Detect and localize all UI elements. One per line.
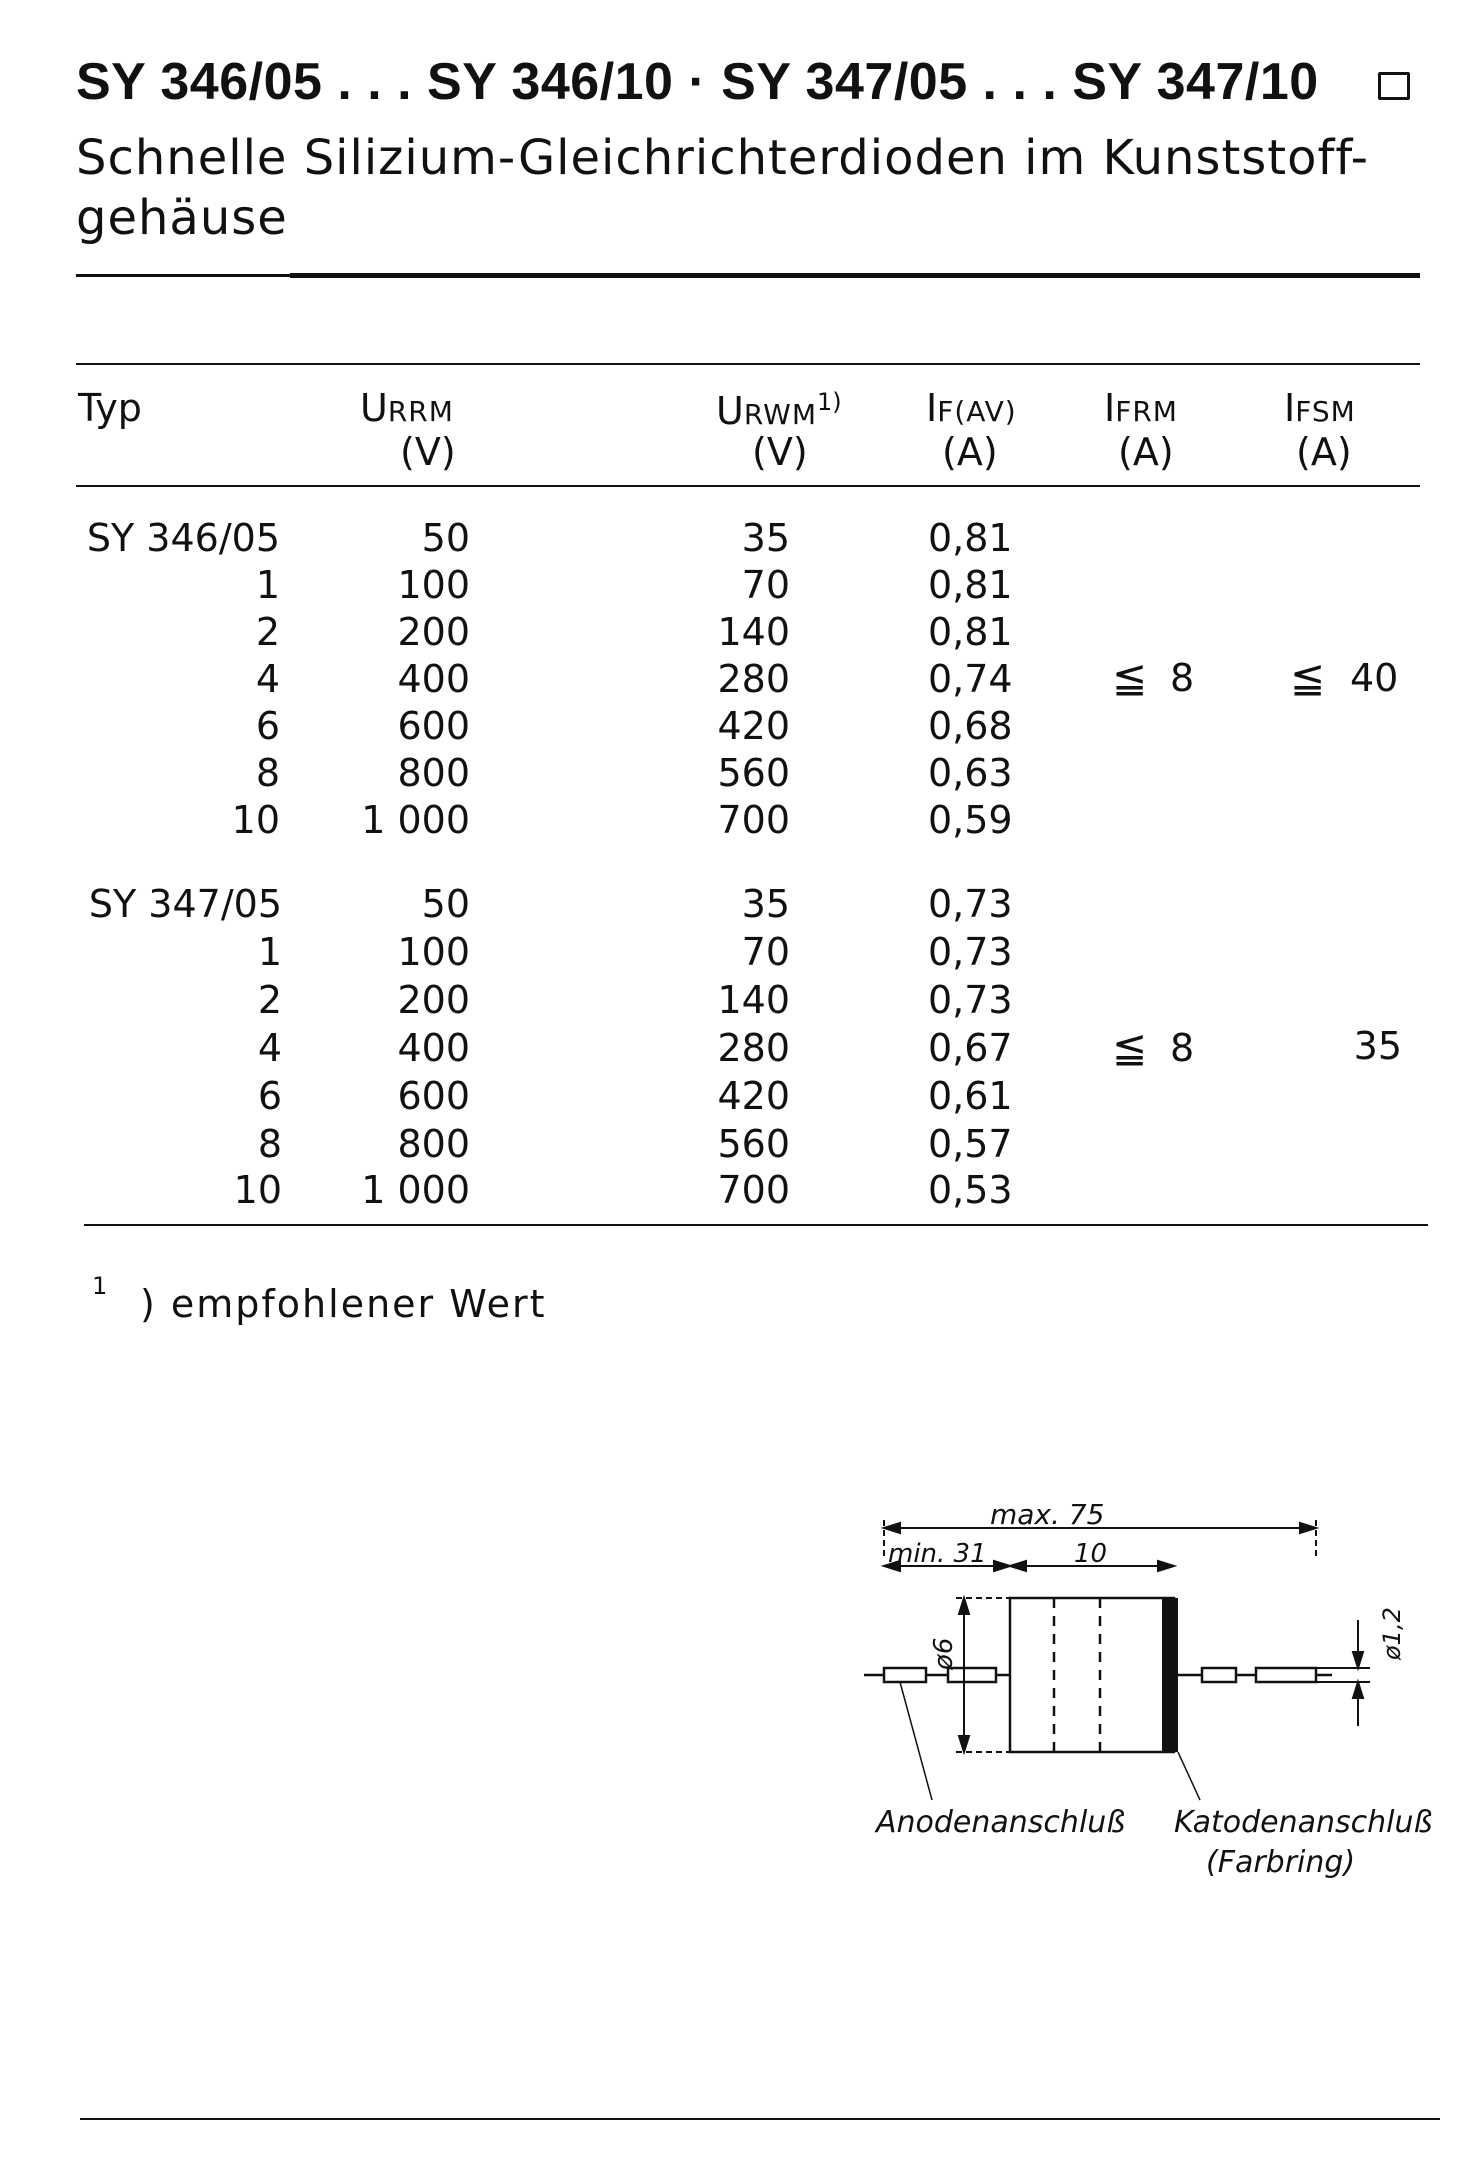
- cell-ifav: 0,53: [928, 1168, 1013, 1212]
- table-top-rule: [76, 363, 1420, 365]
- cell-urwm: 560: [717, 1122, 790, 1166]
- table-bottom-rule: [84, 1224, 1428, 1226]
- diode-body: [1010, 1598, 1174, 1752]
- cell-ifav: 0,67: [928, 1026, 1013, 1070]
- cell-ifav: 0,57: [928, 1122, 1013, 1166]
- header-ifrm-unit: (A): [1118, 430, 1174, 474]
- cell-urrm: 600: [397, 704, 470, 748]
- header-urwm-unit: (V): [752, 430, 808, 474]
- cell-ifav: 0,73: [928, 930, 1013, 974]
- cell-urrm: 1 000: [361, 798, 470, 842]
- header-urrm-unit: (V): [400, 430, 456, 474]
- cell-ifav: 0,81: [928, 610, 1013, 654]
- cell-typ: 8: [255, 751, 280, 795]
- dim-max-label: max. 75: [990, 1498, 1105, 1531]
- diode-outline: [864, 1598, 1332, 1752]
- cell-urrm: 200: [397, 978, 470, 1022]
- cell-urrm: 100: [397, 563, 470, 607]
- cell-urwm: 140: [717, 978, 790, 1022]
- cell-urwm: 560: [717, 751, 790, 795]
- cell-ifav: 0,73: [928, 978, 1013, 1022]
- diode-dimension-drawing: [860, 1490, 1440, 1910]
- cell-typ: 8: [257, 1122, 282, 1166]
- cell-urwm: 700: [717, 798, 790, 842]
- header-typ: Typ: [78, 386, 142, 430]
- cell-ifrm-value: 8: [1170, 656, 1195, 700]
- cell-urwm: 35: [741, 516, 790, 560]
- header-urwm: URWM$^{1)}$: [716, 388, 842, 433]
- subtitle-line-2: gehäuse: [76, 190, 288, 246]
- header-ifav: IF(AV): [926, 386, 1017, 430]
- footnote-text: ) empfohlener Wert: [140, 1282, 547, 1326]
- cell-urwm: 280: [717, 657, 790, 701]
- title-rule-thin: [76, 274, 290, 277]
- cell-urrm: 400: [397, 1026, 470, 1070]
- cell-typ: 1: [257, 930, 282, 974]
- footnote-mark: 1: [92, 1272, 108, 1300]
- cell-ifav: 0,74: [928, 657, 1013, 701]
- cell-ifav: 0,81: [928, 563, 1013, 607]
- cell-urrm: 200: [397, 610, 470, 654]
- cathode-label-note: (Farbring): [1206, 1845, 1356, 1880]
- cell-ifav: 0,63: [928, 751, 1013, 795]
- cell-typ: SY 347/05: [88, 882, 282, 926]
- cell-urrm: 600: [397, 1074, 470, 1118]
- page-bottom-rule: [80, 2118, 1440, 2120]
- cell-urrm: 800: [397, 751, 470, 795]
- cell-urwm: 70: [741, 930, 790, 974]
- cell-urrm: 50: [421, 516, 470, 560]
- dim-min-label: min. 31: [888, 1539, 987, 1569]
- cell-urwm: 140: [717, 610, 790, 654]
- cell-ifsm-symbol: ≦: [1290, 653, 1326, 702]
- cell-ifsm-value: 40: [1350, 656, 1399, 700]
- cell-urrm: 800: [397, 1122, 470, 1166]
- dim-body-diameter-label: ø6: [929, 1637, 959, 1670]
- subtitle-line-1: Schnelle Silizium-Gleichrichterdioden im Kunststoff-: [76, 130, 1369, 186]
- cell-ifav: 0,68: [928, 704, 1013, 748]
- page-title: SY 346/05 . . . SY 346/10 · SY 347/05 . . . SY 347/10: [76, 53, 1319, 111]
- header-ifrm: IFRM: [1104, 386, 1178, 430]
- dim-body-label: 10: [1074, 1539, 1108, 1569]
- cell-ifav: 0,61: [928, 1074, 1013, 1118]
- cell-typ: 1: [255, 563, 280, 607]
- cell-typ: 4: [257, 1026, 282, 1070]
- cell-urwm: 700: [717, 1168, 790, 1212]
- anode-label: Anodenanschluß: [876, 1805, 1126, 1840]
- cell-typ: 2: [257, 978, 282, 1022]
- anode-lead-end: [884, 1668, 926, 1682]
- table-header-rule: [76, 485, 1420, 487]
- cell-urrm: 1 000: [361, 1168, 470, 1212]
- cell-urrm: 400: [397, 657, 470, 701]
- page-subtitle: [76, 128, 1436, 248]
- cell-urrm: 50: [421, 882, 470, 926]
- cell-urwm: 420: [717, 1074, 790, 1118]
- cell-typ: 6: [257, 1074, 282, 1118]
- header-ifav-unit: (A): [942, 430, 998, 474]
- header-ifsm: IFSM: [1284, 386, 1356, 430]
- cell-urwm: 35: [741, 882, 790, 926]
- cathode-lead: [1202, 1668, 1236, 1682]
- cell-ifsm-value: 35: [1353, 1024, 1402, 1068]
- cell-typ: 4: [255, 657, 280, 701]
- cell-ifav: 0,59: [928, 798, 1013, 842]
- header-ifsm-unit: (A): [1296, 430, 1352, 474]
- cell-typ: 6: [255, 704, 280, 748]
- cell-ifav: 0,81: [928, 516, 1013, 560]
- cell-ifrm-symbol: ≦: [1112, 653, 1148, 702]
- cell-ifrm-symbol: ≦: [1112, 1023, 1148, 1072]
- cell-urwm: 420: [717, 704, 790, 748]
- header-urrm: URRM: [360, 386, 454, 430]
- cell-typ: 2: [255, 610, 280, 654]
- title-rule-thick: [290, 273, 1420, 278]
- cell-ifrm-value: 8: [1170, 1026, 1195, 1070]
- cathode-colour-band: [1162, 1598, 1178, 1752]
- cell-urwm: 70: [741, 563, 790, 607]
- cell-typ: 10: [231, 798, 280, 842]
- cell-urwm: 280: [717, 1026, 790, 1070]
- cell-urrm: 100: [397, 930, 470, 974]
- dim-wire-diameter-label: ø1,2: [1378, 1607, 1406, 1660]
- cathode-lead-end: [1256, 1668, 1316, 1682]
- cell-typ: SY 346/05: [86, 516, 280, 560]
- cell-ifav: 0,73: [928, 882, 1013, 926]
- cathode-label: Katodenanschluß: [1174, 1805, 1433, 1840]
- cell-typ: 10: [233, 1168, 282, 1212]
- checkbox-square-icon: [1378, 72, 1410, 100]
